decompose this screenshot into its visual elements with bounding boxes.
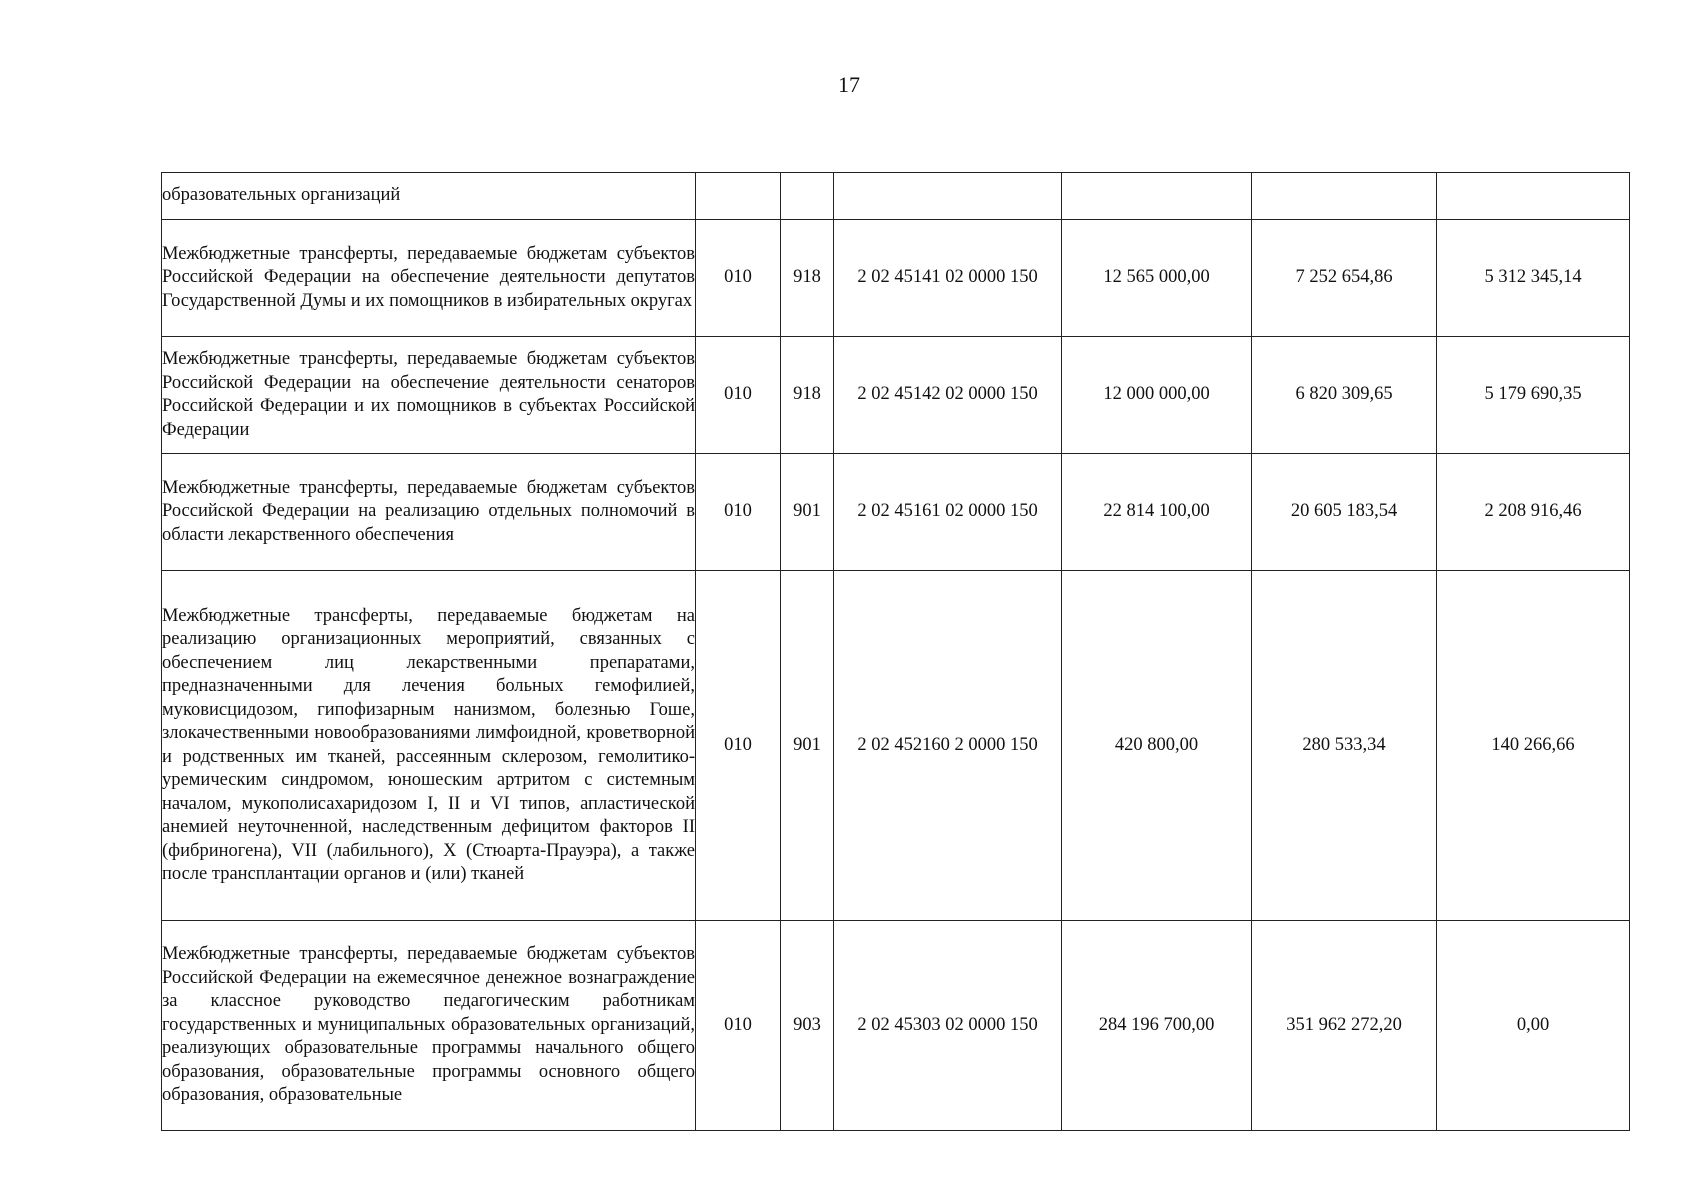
table-row: [162, 454, 1630, 571]
row-description: Межбюджетные трансферты, передаваемые бюджетам субъектов Российской Федерации на обеспечение деятельности депутатов Государственной Думы и их помощников в избирательных округах: [162, 220, 696, 337]
amount-executed: [1252, 173, 1437, 220]
budget-table: [161, 172, 1630, 1131]
budget-classification-code: 2 02 452160 2 0000 150: [834, 571, 1062, 921]
amount-executed: 20 605 183,54: [1252, 454, 1437, 571]
amount-plan: 284 196 700,00: [1062, 921, 1252, 1131]
code-2: [781, 173, 834, 220]
budget-classification-code: 2 02 45303 02 0000 150: [834, 921, 1062, 1131]
table-row: [162, 921, 1630, 1131]
amount-executed: 7 252 654,86: [1252, 220, 1437, 337]
code-1: 010: [696, 337, 781, 454]
amount-plan: 420 800,00: [1062, 571, 1252, 921]
amount-remaining: 140 266,66: [1437, 571, 1630, 921]
row-description: Межбюджетные трансферты, передаваемые бюджетам на реализацию организационных мероприятий, связанных с обеспечением лиц лекарственными препаратами, предназначенными для лечения больных гемофилией, муковисцидозом, гипофизарным нанизмом, болезнью Гоше, злокачественными новообразованиями лимфоидной, кроветворной и родственных им тканей, рассеянным склерозом, гемолитико-уремическим синдромом, юношеским артритом с системным началом, мукополисахаридозом I, II и VI типов, апластической анемией неуточненной, наследственным дефицитом факторов II (фибриногена), VII (лабильного), X (Стюарта-Прауэра), а также после трансплантации органов и (или) тканей: [162, 571, 696, 921]
amount-executed: 6 820 309,65: [1252, 337, 1437, 454]
budget-classification-code: [834, 173, 1062, 220]
amount-remaining: 5 312 345,14: [1437, 220, 1630, 337]
amount-remaining: 5 179 690,35: [1437, 337, 1630, 454]
table-row: [162, 173, 1630, 220]
page-number: 17: [838, 72, 860, 97]
row-description: Межбюджетные трансферты, передаваемые бюджетам субъектов Российской Федерации на реализацию отдельных полномочий в области лекарственного обеспечения: [162, 454, 696, 571]
code-1: [696, 173, 781, 220]
table-row: [162, 337, 1630, 454]
row-description: образовательных организаций: [162, 173, 696, 220]
amount-remaining: 2 208 916,46: [1437, 454, 1630, 571]
table-row: [162, 220, 1630, 337]
row-description: Межбюджетные трансферты, передаваемые бюджетам субъектов Российской Федерации на ежемесячное денежное вознаграждение за классное руководство педагогическим работникам государственных и муниципальных образовательных организаций, реализующих образовательные программы начального общего образования, образовательные программы основного общего образования, образовательные: [162, 921, 696, 1131]
amount-plan: 22 814 100,00: [1062, 454, 1252, 571]
code-2: 903: [781, 921, 834, 1131]
code-1: 010: [696, 454, 781, 571]
code-2: 918: [781, 220, 834, 337]
code-1: 010: [696, 220, 781, 337]
amount-executed: 280 533,34: [1252, 571, 1437, 921]
code-2: 918: [781, 337, 834, 454]
amount-plan: [1062, 173, 1252, 220]
table-row: [162, 571, 1630, 921]
code-2: 901: [781, 454, 834, 571]
amount-plan: 12 565 000,00: [1062, 220, 1252, 337]
code-1: 010: [696, 921, 781, 1131]
amount-plan: 12 000 000,00: [1062, 337, 1252, 454]
amount-remaining: 0,00: [1437, 921, 1630, 1131]
budget-classification-code: 2 02 45142 02 0000 150: [834, 337, 1062, 454]
code-2: 901: [781, 571, 834, 921]
amount-remaining: [1437, 173, 1630, 220]
code-1: 010: [696, 571, 781, 921]
budget-classification-code: 2 02 45141 02 0000 150: [834, 220, 1062, 337]
budget-classification-code: 2 02 45161 02 0000 150: [834, 454, 1062, 571]
row-description: Межбюджетные трансферты, передаваемые бюджетам субъектов Российской Федерации на обеспечение деятельности сенаторов Российской Федерации и их помощников в субъектах Российской Федерации: [162, 337, 696, 454]
amount-executed: 351 962 272,20: [1252, 921, 1437, 1131]
